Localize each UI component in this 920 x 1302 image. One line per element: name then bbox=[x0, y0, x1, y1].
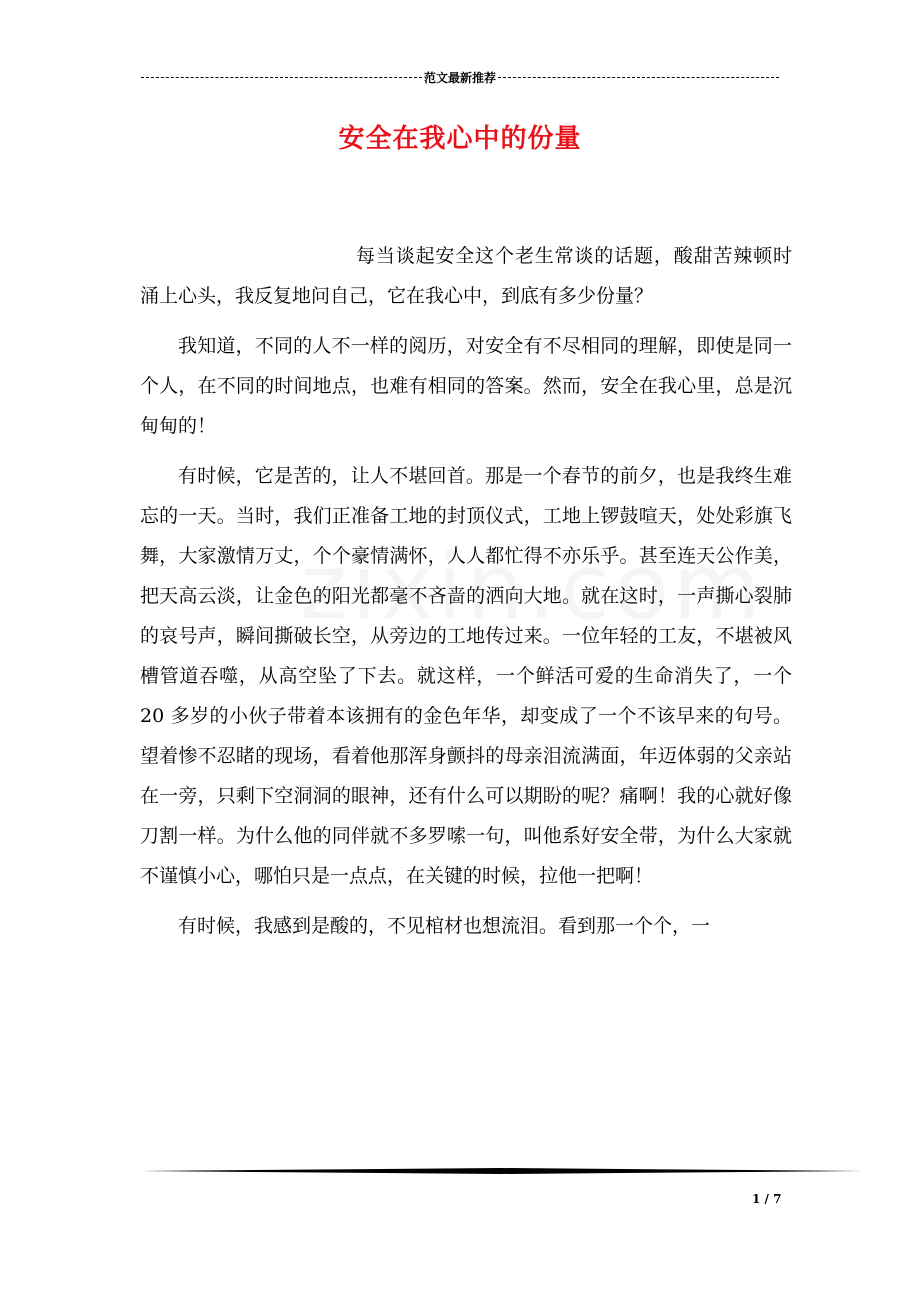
header-dashes-right bbox=[498, 77, 779, 78]
paragraph-4: 有时候，我感到是酸的，不见棺材也想流泪。看到那一个个，一 bbox=[178, 915, 711, 937]
footer-rule bbox=[140, 1168, 863, 1174]
header-label: 范文最新推荐 bbox=[424, 70, 497, 85]
header-dashes-left bbox=[141, 77, 422, 78]
paragraph-3: 有时候，它是苦的，让人不堪回首。那是一个春节的前夕，也是我终生难忘的一天。当时，我们正准备工地的封顶仪式，工地上锣鼓喧天，处处彩旗飞舞，大家激情万丈，个个豪情满怀，人人都忙得不亦乐乎。甚至连天公作美，把天高云淡，让金色的阳光都毫不吝啬的洒向大地。就在这时，一声撕心裂肺的哀号声，瞬间撕破长空，从旁边的工地传过来。一位年轻的工友，不堪被风槽管道吞噬，从高空坠了下去。就这样，一个鲜活可爱的生命消失了，一个 20 多岁的小伙子带着本该拥有的金色年华，却变成了一个不该早来的句号。望着惨不忍睹的现场，看着他那浑身颤抖的母亲泪流满面，年迈体弱的父亲站在一旁，只剩下空洞洞的眼神，还有什么可以期盼的呢？痛啊！我的心就好像刀割一样。为什么他的同伴就不多罗嗦一句，叫他系好安全带，为什么大家就不谨慎小心，哪怕只是一点点，在关键的时候，拉他一把啊！ bbox=[140, 465, 792, 887]
page-header bbox=[139, 67, 781, 87]
paragraph-2: 我知道，不同的人不一样的阅历，对安全有不尽相同的理解，即使是同一个人，在不同的时间地点，也难有相同的答案。然而，安全在我心里，总是沉甸甸的！ bbox=[140, 335, 792, 437]
document-title: 安全在我心中的份量 bbox=[338, 124, 582, 154]
document-body bbox=[140, 236, 792, 956]
paragraph-1: 每当谈起安全这个老生常谈的话题，酸甜苦辣顿时涌上心头，我反复地问自己，它在我心中，到底有多少份量？ bbox=[140, 245, 792, 307]
page-number: 1 / 7 bbox=[752, 1192, 782, 1206]
